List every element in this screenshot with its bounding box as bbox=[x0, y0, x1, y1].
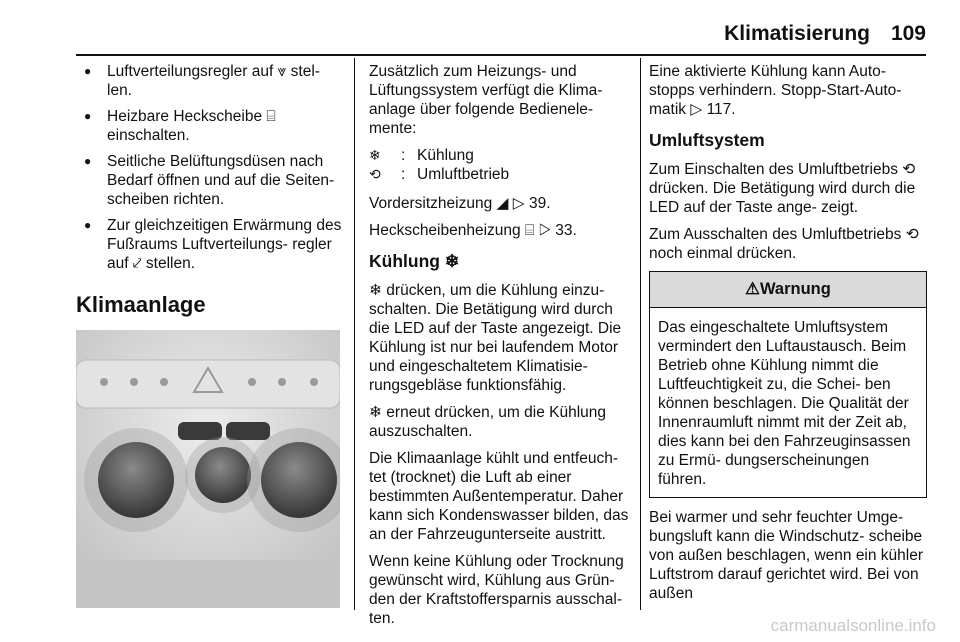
warning-title: ⚠Warnung bbox=[650, 272, 926, 308]
list-item: ● Zur gleichzeitigen Erwärmung des Fußraums Luftverteilungs- regler auf ⤦ stellen. bbox=[76, 216, 342, 273]
section-heading-kuehlung: Kühlung ❄ bbox=[369, 251, 460, 271]
page-header-title: Klimatisierung bbox=[724, 22, 870, 45]
list-item: ● Seitliche Belüftungsdüsen nach Bedarf öffnen und auf die Seiten- scheiben richten. bbox=[76, 152, 342, 209]
intro-paragraph: Zusätzlich zum Heizungs- und Lüftungssystem verfügt die Klima- anlage über folgende Bedienele- mente: bbox=[369, 63, 603, 137]
list-item: ● Luftverteilungsregler auf ⩔ stel- len. bbox=[76, 62, 342, 100]
climate-control-photo bbox=[76, 330, 340, 608]
legend-row-kuehlung bbox=[369, 146, 634, 165]
seat-heating-reference: Vordersitzheizung ◢ ▷ 39. bbox=[369, 195, 551, 212]
snowflake-icon: ❄ bbox=[369, 147, 381, 163]
legend-colon: : bbox=[401, 166, 406, 183]
column-divider-2 bbox=[640, 58, 641, 610]
recirculation-icon: ⟲ bbox=[369, 166, 381, 182]
kuehlung-paragraph: ❄ drücken, um die Kühlung einzu- schalten. Die Betätigung wird durch die LED auf der Taste angezeigt. Die Kühlung ist nur bei laufendem Motor und eingeschaltetem Klimatisie- rungsgebläse funktionsfähig. bbox=[369, 282, 622, 394]
column-2 bbox=[369, 62, 634, 636]
umluft-paragraph: Zum Ausschalten des Umluftbetriebs ⟲ noch einmal drücken. bbox=[649, 226, 919, 262]
column-divider-1 bbox=[354, 58, 355, 610]
column-1 bbox=[76, 62, 342, 608]
legend-label: Umluftbetrieb bbox=[417, 166, 510, 183]
kuehlung-paragraph: Wenn keine Kühlung oder Trocknung gewünscht wird, Kühlung aus Grün- den der Kraftstoffersparnis ausschal- ten. bbox=[369, 553, 624, 627]
legend-row-umluft bbox=[369, 165, 634, 184]
section-heading-klimaanlage: Klimaanlage bbox=[76, 292, 206, 317]
climate-panel-illustration bbox=[76, 330, 340, 608]
humidity-paragraph: Bei warmer und sehr feuchter Umge- bungsluft kann die Windschutz- scheibe von außen beschlagen, wenn ein kühler Luftstrom darauf gerichtet wird. Bei von außen bbox=[649, 509, 924, 602]
list-item: ● Heizbare Heckscheibe ⌸ einschalten. bbox=[76, 107, 342, 145]
legend-label: Kühlung bbox=[417, 147, 474, 164]
umluft-paragraph: Zum Einschalten des Umluftbetriebs ⟲ drücken. Die Betätigung wird durch die LED auf der Taste ange- zeigt. bbox=[649, 161, 916, 216]
section-heading-umluftsystem: Umluftsystem bbox=[649, 130, 765, 150]
warning-box bbox=[649, 271, 927, 498]
page-number: 109 bbox=[890, 22, 926, 45]
legend-colon: : bbox=[401, 147, 406, 164]
kuehlung-paragraph: ❄ erneut drücken, um die Kühlung auszuschalten. bbox=[369, 404, 607, 440]
bullet-list bbox=[76, 62, 342, 273]
header-rule bbox=[76, 54, 926, 56]
watermark: carmanualsonline.info bbox=[770, 616, 936, 635]
kuehlung-paragraph: Die Klimaanlage kühlt und entfeuch- tet (trocknet) die Luft ab einer bestimmten Außentemperatur. Daher kann sich Kondenswasser bilden, das an der Fahrzeugunterseite austritt. bbox=[369, 450, 629, 543]
column-3 bbox=[649, 62, 927, 611]
rear-window-heating-reference: Heckscheibenheizung ⌸ ▷ 33. bbox=[369, 222, 577, 239]
warning-text: Das eingeschaltete Umluftsystem vermindert den Luftaustausch. Beim Betrieb ohne Kühlung nimmt die Luftfeuchtigkeit zu, die Schei- ben können beschlagen. Die Qualität der Innenraumluft nimmt mit der Zeit ab, dies kann bei den Fahrzeuginsassen zu Ermü- dungserscheinungen führen. bbox=[658, 319, 911, 488]
autostop-paragraph: Eine aktivierte Kühlung kann Auto- stopps verhindern. Stopp-Start-Auto- matik ▷ 117. bbox=[649, 63, 902, 118]
